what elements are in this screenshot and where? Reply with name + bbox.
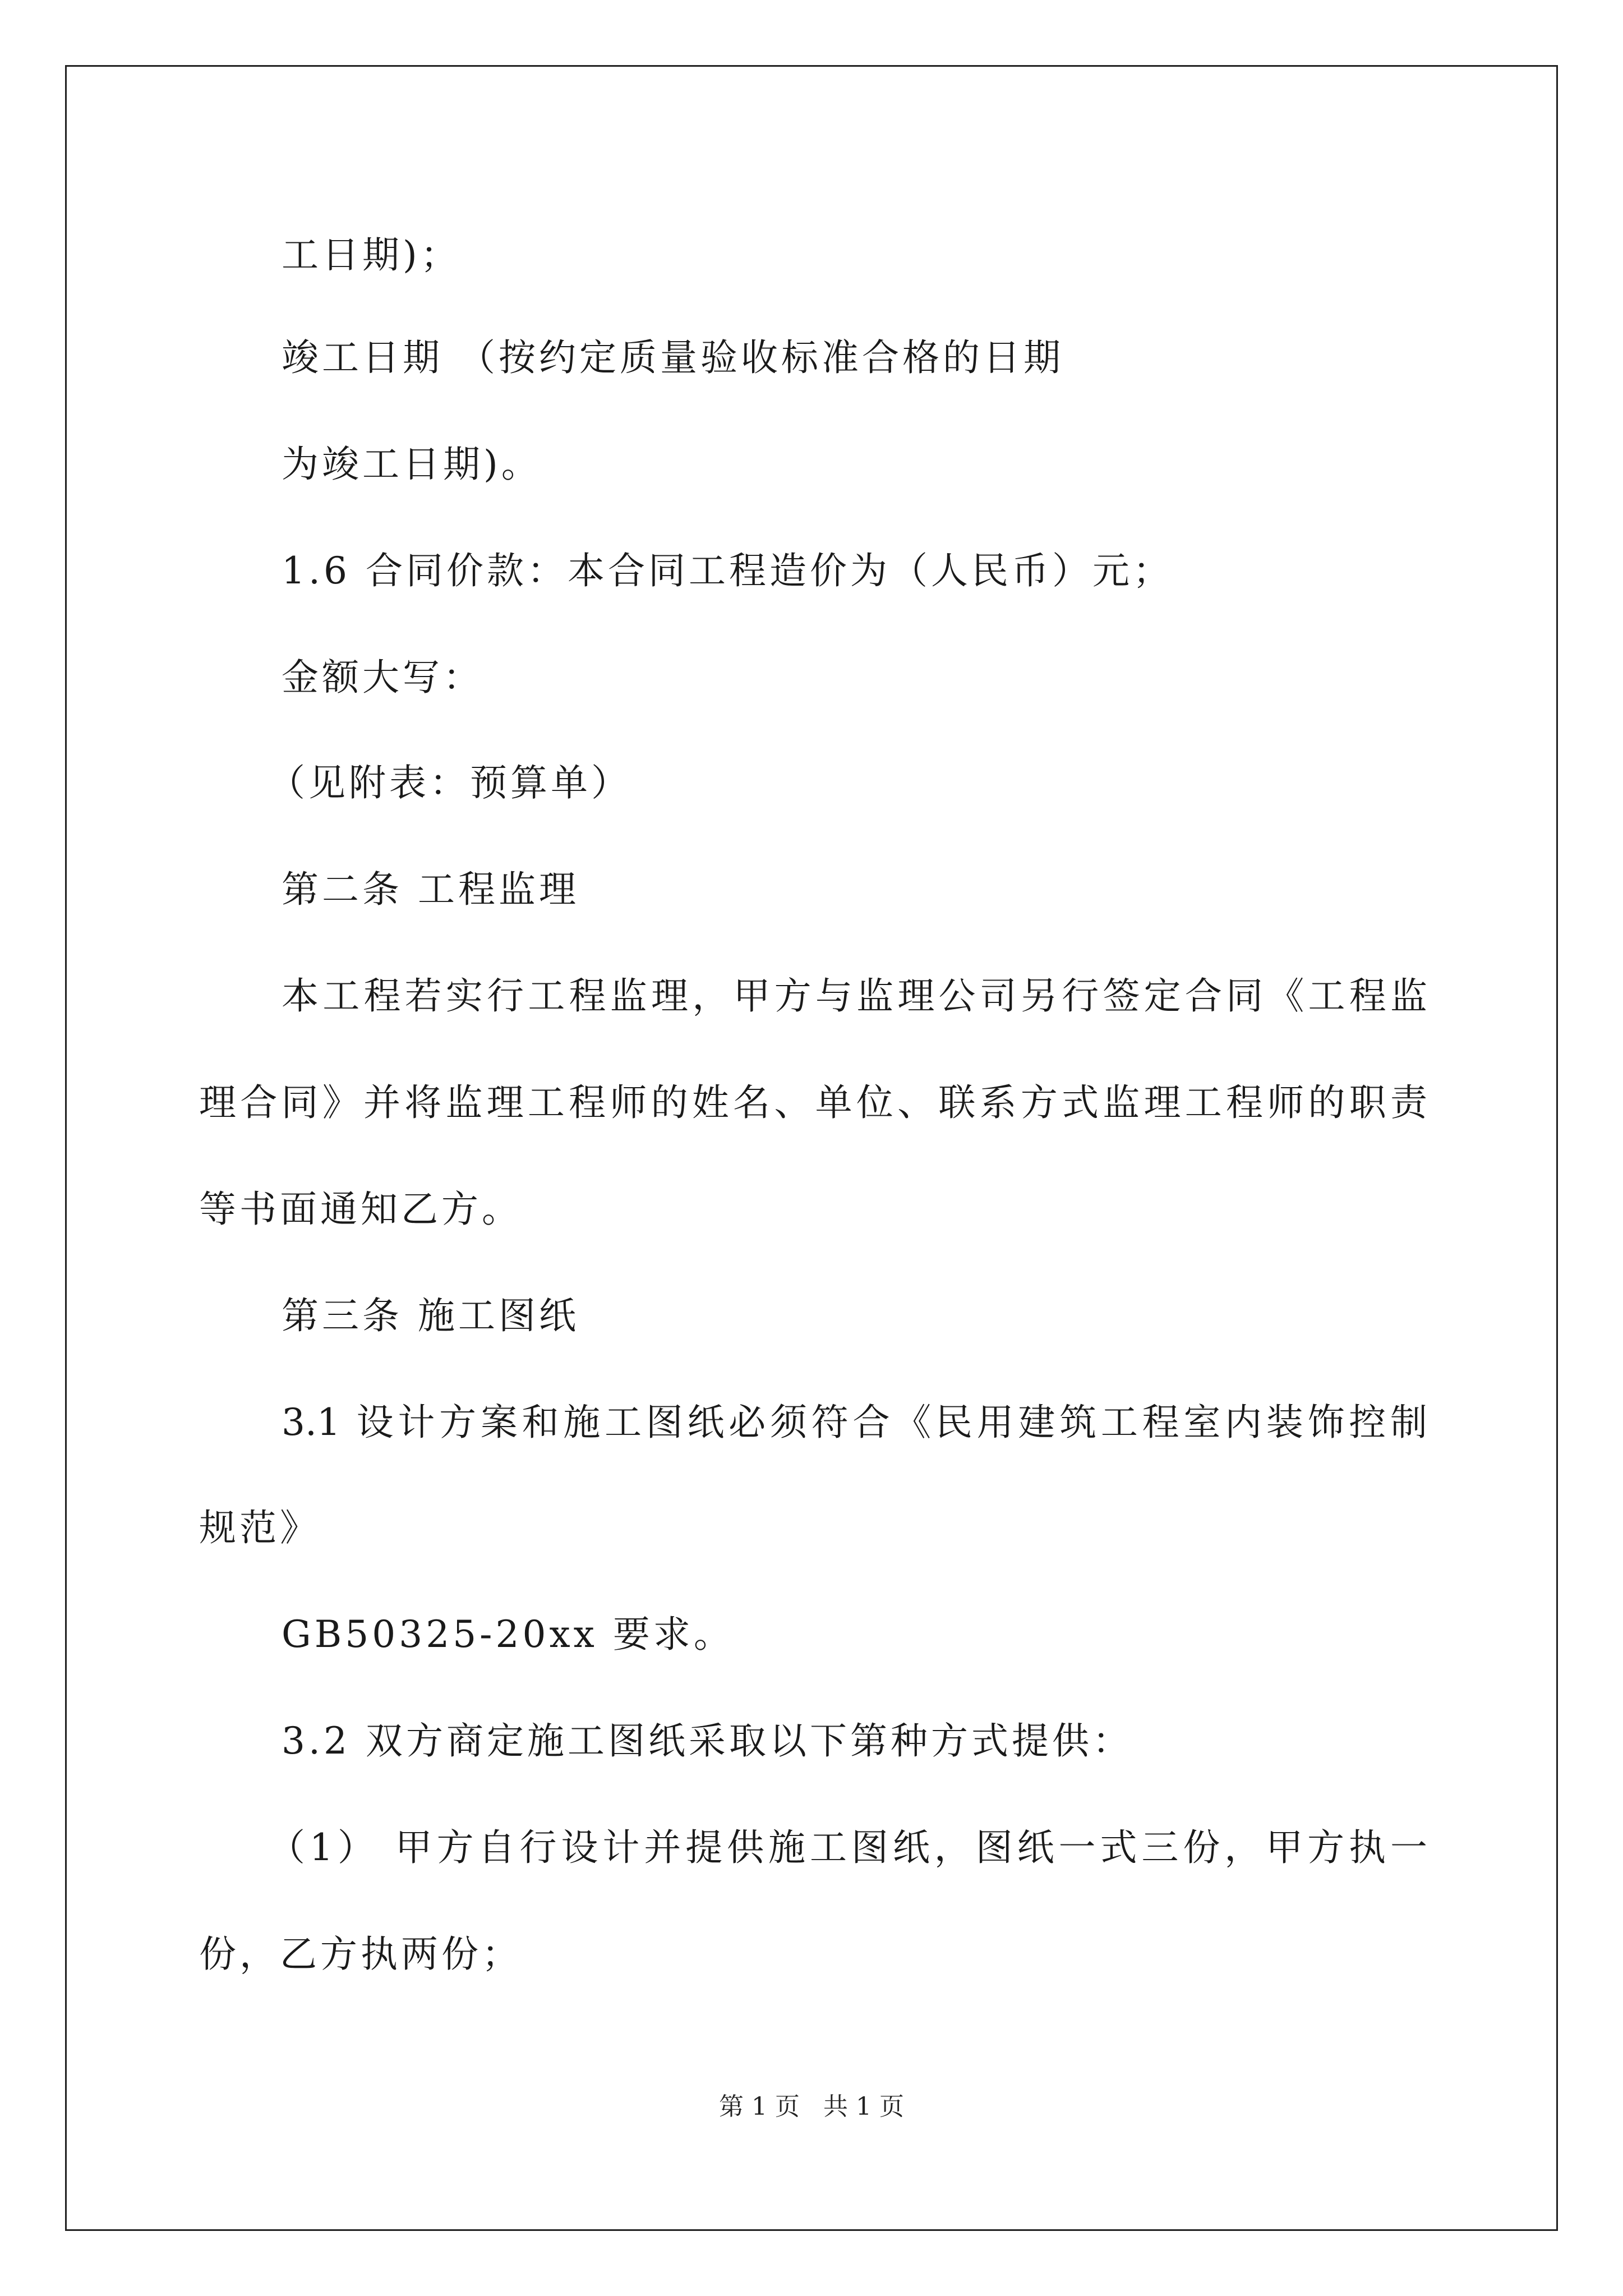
text-line-4: 1.6 合同价款：本合同工程造价为（人民币）元； — [282, 549, 1173, 592]
page-number-footer: 第 1 页 共 1 页 — [719, 2092, 904, 2121]
section-heading-2: 第二条 工程监理 — [282, 868, 579, 911]
text-line-8: 本工程若实行工程监理，甲方与监理公司另行签定合同《工程监 — [282, 974, 1427, 1018]
text-line-13: 规范》 — [199, 1506, 320, 1549]
text-line-5: 金额大写： — [282, 656, 483, 699]
text-line-3: 为竣工日期)。 — [282, 443, 542, 486]
text-line-10: 等书面通知乙方。 — [199, 1188, 522, 1231]
text-line-17: 份，乙方执两份； — [199, 1932, 522, 1976]
text-line-9: 理合同》并将监理工程师的姓名、单位、联系方式监理工程师的职责 — [199, 1081, 1427, 1124]
section-heading-3: 第三条 施工图纸 — [282, 1294, 579, 1337]
text-line-15: 3.2 双方商定施工图纸采取以下第种方式提供： — [282, 1719, 1133, 1763]
page-border — [65, 65, 1558, 2231]
text-line-16: （1） 甲方自行设计并提供施工图纸，图纸一式三份，甲方执一 — [268, 1826, 1427, 1869]
text-line-6: （见附表：预算单） — [268, 761, 631, 804]
text-line-12: 3.1 设计方案和施工图纸必须符合《民用建筑工程室内装饰控制 — [282, 1401, 1427, 1444]
text-line-1: 工日期)； — [282, 233, 461, 277]
text-line-14: GB50325-20xx 要求。 — [282, 1613, 734, 1656]
text-line-2: 竣工日期 （按约定质量验收标准合格的日期 — [282, 336, 1064, 379]
